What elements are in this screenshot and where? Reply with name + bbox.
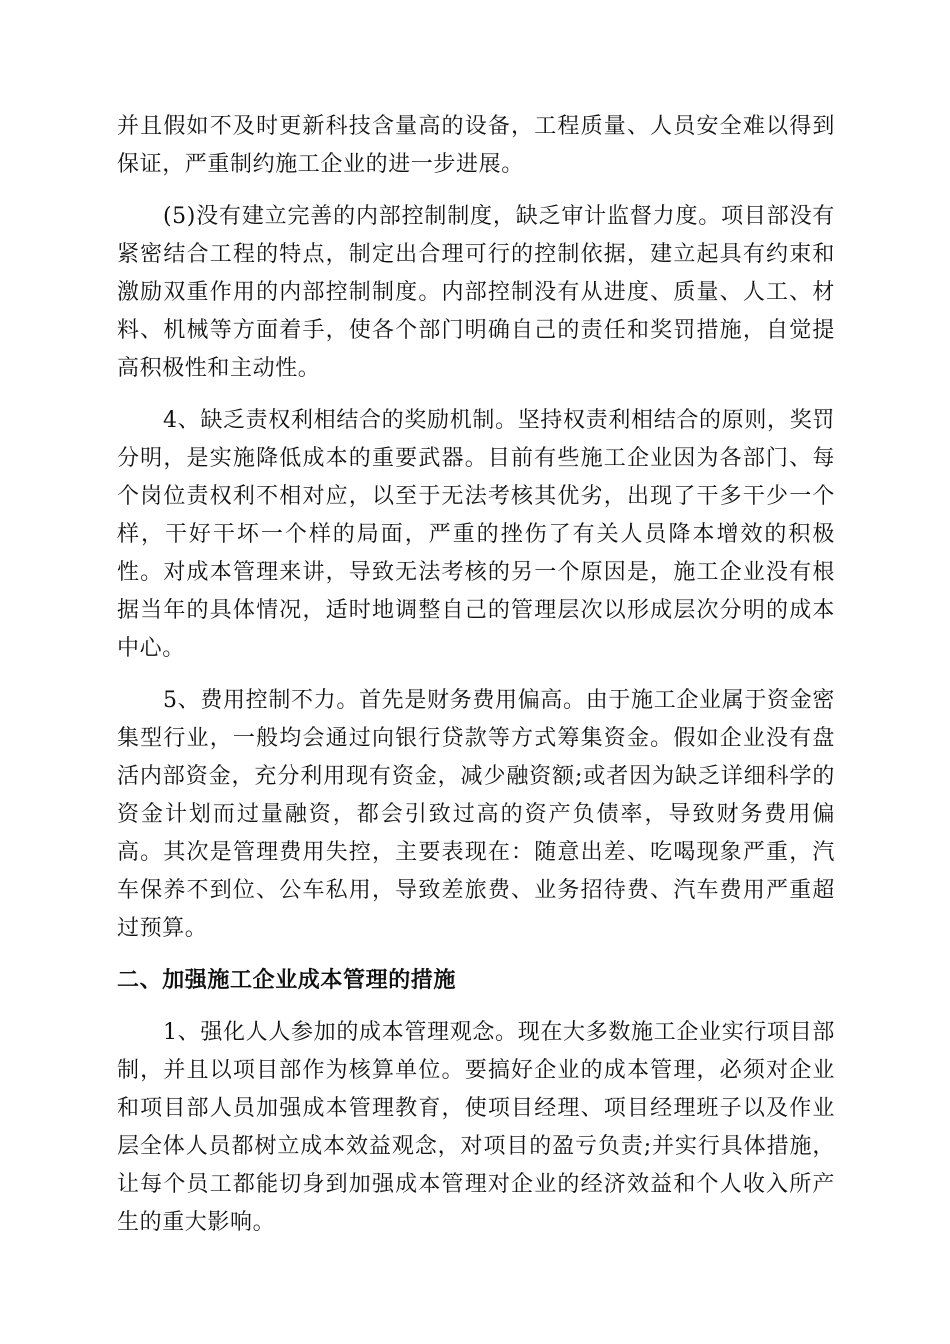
- paragraph-cost-awareness: 1、强化人人参加的成本管理观念。现在大多数施工企业实行项目部制，并且以项目部作为核算单位。要搞好企业的成本管理，必须对企业和项目部人员加强成本管理教育，使项目经理、项目经理班子以及作业层全体人员都树立成本效益观念，对项目的盈亏负责;并实行具体措施，让每个员工都能切身到加强成本管理对企业的经济效益和个人收入所产生的重大影响。: [117, 1020, 835, 1235]
- paragraph-continuation: 并且假如不及时更新科技含量高的设备，工程质量、人员安全难以得到保证，严重制约施工企业的进一步进展。: [117, 114, 835, 177]
- section-heading: 二、加强施工企业成本管理的措施: [117, 968, 457, 993]
- paragraph-incentive-mechanism: 4、缺乏责权利相结合的奖励机制。坚持权责利相结合的原则，奖罚分明，是实施降低成本的重要武器。目前有些施工企业因为各部门、每个岗位责权利不相对应，以至于无法考核其优劣，出现了干多干少一个样，干好干坏一个样的局面，严重的挫伤了有关人员降本增效的积极性。对成本管理来讲，导致无法考核的另一个原因是，施工企业没有根据当年的具体情况，适时地调整自己的管理层次以形成层次分明的成本中心。: [117, 408, 835, 661]
- paragraph-internal-control: (5)没有建立完善的内部控制制度，缺乏审计监督力度。项目部没有紧密结合工程的特点，制定出合理可行的控制依据，建立起具有约束和激励双重作用的内部控制制度。内部控制没有从进度、质量、人工、材料、机械等方面着手，使各个部门明确自己的责任和奖罚措施，自觉提高积极性和主动性。: [117, 204, 835, 381]
- document-page: [117, 108, 835, 1242]
- paragraph-expense-control: 5、费用控制不力。首先是财务费用偏高。由于施工企业属于资金密集型行业，一般均会通过向银行贷款等方式筹集资金。假如企业没有盘活内部资金，充分利用现有资金，减少融资额;或者因为缺乏详细科学的资金计划而过量融资，都会引致过高的资产负债率，导致财务费用偏高。其次是管理费用失控，主要表现在：随意出差、吃喝现象严重，汽车保养不到位、公车私用，导致差旅费、业务招待费、汽车费用严重超过预算。: [117, 688, 835, 941]
